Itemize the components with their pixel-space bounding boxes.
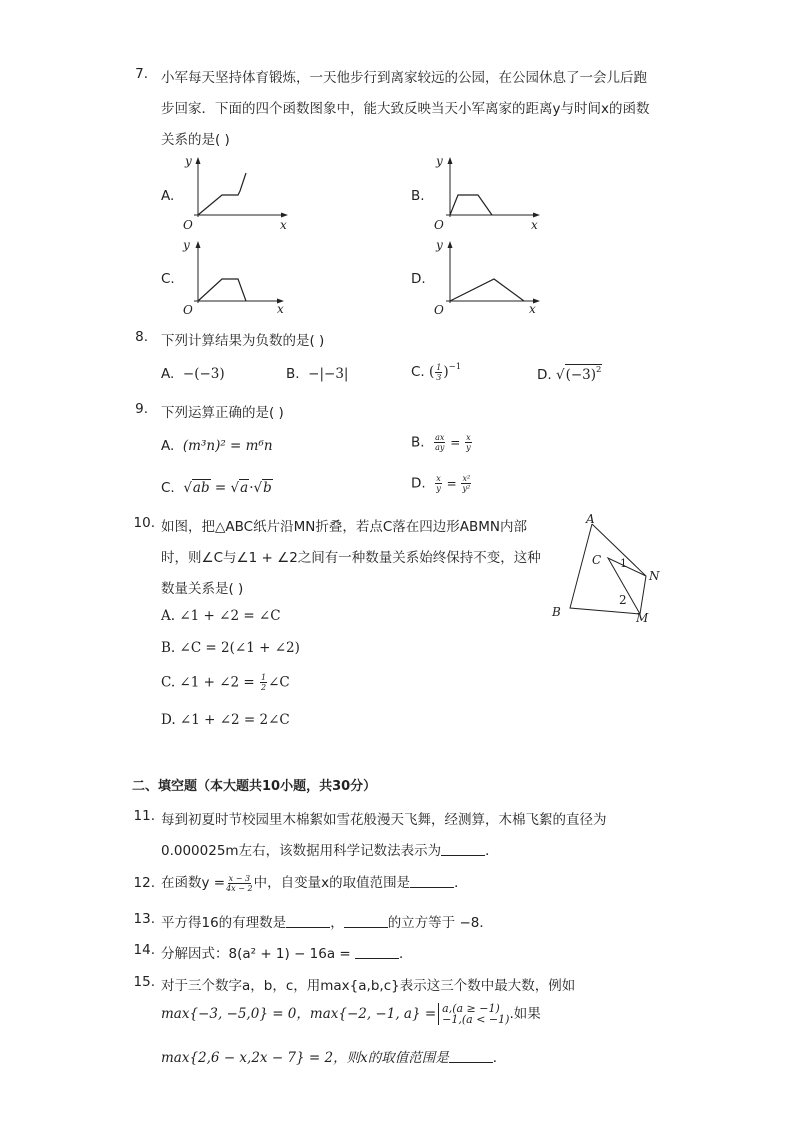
- q10-label-c: C: [592, 553, 602, 567]
- q13-number: 13.: [133, 911, 155, 927]
- q14-number: 14.: [133, 942, 155, 958]
- q9-d-frac-right: $\frac{\text{x²}}{\text{y²}}$: [462, 474, 471, 493]
- q15-line1: 对于三个数字a，b，c，用max{a,b,c}表示这三个数中最大数，例如: [161, 978, 576, 994]
- q7-graph-d: [428, 237, 548, 319]
- q7-option-b-label: B.: [411, 188, 425, 204]
- q10-line1: 如图，把△ABC纸片沿MN折叠，若点C落在四边形ABMN内部: [161, 519, 527, 535]
- q8-a-expr: −(−3): [182, 366, 225, 382]
- q7-line2: 步回家．下面的四个函数图象中，能大致反映当天小军离家的距离y与时间x的函数: [161, 101, 650, 117]
- q8-c-exponent: −1: [448, 362, 462, 372]
- q10-label-a: A: [586, 512, 595, 526]
- q12-text: 在函数y = $\frac{x - 3}{4x - 2}$ 中，自变量x的取值范围是 ．: [161, 873, 468, 893]
- q9-a-expr: (m³n)² = m⁶n: [182, 438, 273, 454]
- q15-line3: max{2,6 − x,2x − 7} = 2，则x的取值范围是 ．: [161, 1050, 507, 1066]
- q11-number: 11.: [133, 808, 155, 824]
- q7-option-d-label: D.: [411, 271, 426, 287]
- q8-a-letter: A.: [161, 366, 175, 382]
- q9-option-a: [161, 438, 273, 454]
- q10-number: 10.: [133, 515, 155, 531]
- q13-answer-blank-1[interactable]: [286, 915, 330, 928]
- q8-c-letter: C.: [411, 364, 425, 380]
- q7b-origin-label: O: [434, 218, 444, 232]
- q9-d-frac-left: $\frac{x}{y}$: [436, 474, 441, 493]
- q7b-x-label: x: [531, 218, 538, 232]
- q11-line2: 0.000025m左右，该数据用科学记数法表示为 ．: [161, 843, 499, 859]
- q9-d-letter: D.: [411, 475, 426, 492]
- q8-c-fraction: $\frac{1}{3}$: [436, 362, 442, 382]
- section2-heading: 二、填空题（本大题共10小题，共30分）: [132, 779, 377, 794]
- q8-d-letter: D.: [537, 367, 552, 383]
- q9-option-d: D. $\frac{x}{y}$ = $\frac{\text{x²}}{\text{y²}}$: [411, 474, 471, 493]
- q7-line3: 关系的是( ): [161, 132, 230, 148]
- q9-b-letter: B.: [411, 434, 425, 451]
- q7-option-a-label: A.: [161, 188, 175, 204]
- q7a-origin-label: O: [183, 218, 193, 232]
- q8-stem: 下列计算结果为负数的是( ): [161, 333, 325, 349]
- q7c-origin-label: O: [183, 303, 193, 317]
- q13-text: 平方得16的有理数是 ， 的立方等于 −8．: [161, 915, 493, 931]
- q10-angle-1: 1: [620, 557, 627, 570]
- q7d-y-label: y: [436, 238, 443, 252]
- q10-option-c: C. ∠1 + ∠2 = $\frac{1}{2}$ ∠C: [161, 673, 290, 692]
- q8-option-d: D. $√(-3)^2$: [537, 365, 602, 383]
- q10-label-m: M: [636, 611, 649, 625]
- q15-piecewise: a,(a ≥ −1) −1,(a < −1): [438, 1003, 509, 1025]
- q12-number: 12.: [133, 875, 155, 891]
- q7d-origin-label: O: [434, 303, 444, 317]
- q9-a-letter: A.: [161, 438, 175, 454]
- q11-answer-blank[interactable]: [441, 843, 485, 856]
- q14-answer-blank[interactable]: [355, 946, 399, 959]
- q15-line2: max{−3, −5,0} = 0，max{−2, −1, a} = a,(a ≥ −1) −1,(a < −1) .如果: [161, 1002, 541, 1026]
- q8-d-radicand: $(-3)^2$: [565, 365, 602, 383]
- q8-option-c: C. ( $\frac{1}{3}$ )$^{-1}$: [411, 362, 462, 382]
- q7-graph-a: [180, 153, 295, 235]
- q7d-x-label: x: [529, 302, 536, 316]
- q14-text: 分解因式：8(a² + 1) − 16a = ．: [161, 946, 413, 962]
- q10-line3: 数量关系是( ): [161, 581, 244, 597]
- q8-b-letter: B.: [286, 366, 300, 382]
- q12-fraction: $\frac{x - 3}{4x - 2}$: [226, 873, 253, 893]
- q7-graph-b: [428, 153, 548, 235]
- q7-line1: 小军每天坚持体育锻炼，一天他步行到离家较远的公园，在公园休息了一会儿后跑: [161, 70, 647, 86]
- q8-option-a: [161, 366, 225, 382]
- q7c-y-label: y: [183, 238, 190, 252]
- q7a-x-label: x: [280, 218, 287, 232]
- q10-option-a: A. ∠1 + ∠2 = ∠C: [161, 608, 281, 624]
- q9-number: 9.: [135, 401, 148, 417]
- q8-number: 8.: [135, 329, 148, 345]
- q9-option-c: C. √ab = √a·√b: [161, 480, 272, 496]
- q10-option-b: B. ∠C = 2(∠1 + ∠2): [161, 640, 300, 656]
- q13-answer-blank-2[interactable]: [344, 915, 388, 928]
- q15-number: 15.: [133, 974, 155, 990]
- q10-label-b: B: [552, 605, 561, 619]
- q9-c-letter: C.: [161, 480, 175, 496]
- q9-b-frac-right: $\frac{x}{y}$: [466, 433, 471, 452]
- q7-graph-c: [180, 237, 295, 319]
- q10-line2: 时，则∠C与∠1 + ∠2之间有一种数量关系始终保持不变，这种: [161, 550, 541, 566]
- q7-number: 7.: [135, 66, 148, 82]
- q9-option-b: B. $\frac{ax}{ay}$ = $\frac{x}{y}$: [411, 433, 471, 452]
- q7b-y-label: y: [436, 154, 443, 168]
- q8-b-expr: −|−3|: [308, 366, 349, 382]
- q15-answer-blank[interactable]: [449, 1050, 493, 1063]
- q7-option-c-label: C.: [161, 271, 175, 287]
- q12-answer-blank[interactable]: [410, 875, 454, 888]
- q7c-x-label: x: [277, 302, 284, 316]
- q8-option-b: [286, 366, 348, 382]
- q10-label-n: N: [649, 569, 660, 583]
- q9-stem: 下列运算正确的是( ): [161, 405, 284, 421]
- q7a-y-label: y: [185, 154, 192, 168]
- q9-b-frac-left: $\frac{ax}{ay}$: [435, 433, 445, 452]
- q10-option-d: D. ∠1 + ∠2 = 2∠C: [161, 712, 290, 728]
- q10-triangle-figure: [548, 512, 678, 628]
- q10-angle-2: 2: [619, 593, 627, 607]
- q11-line1: 每到初夏时节校园里木棉絮如雪花般漫天飞舞，经测算，木棉飞絮的直径为: [161, 812, 607, 828]
